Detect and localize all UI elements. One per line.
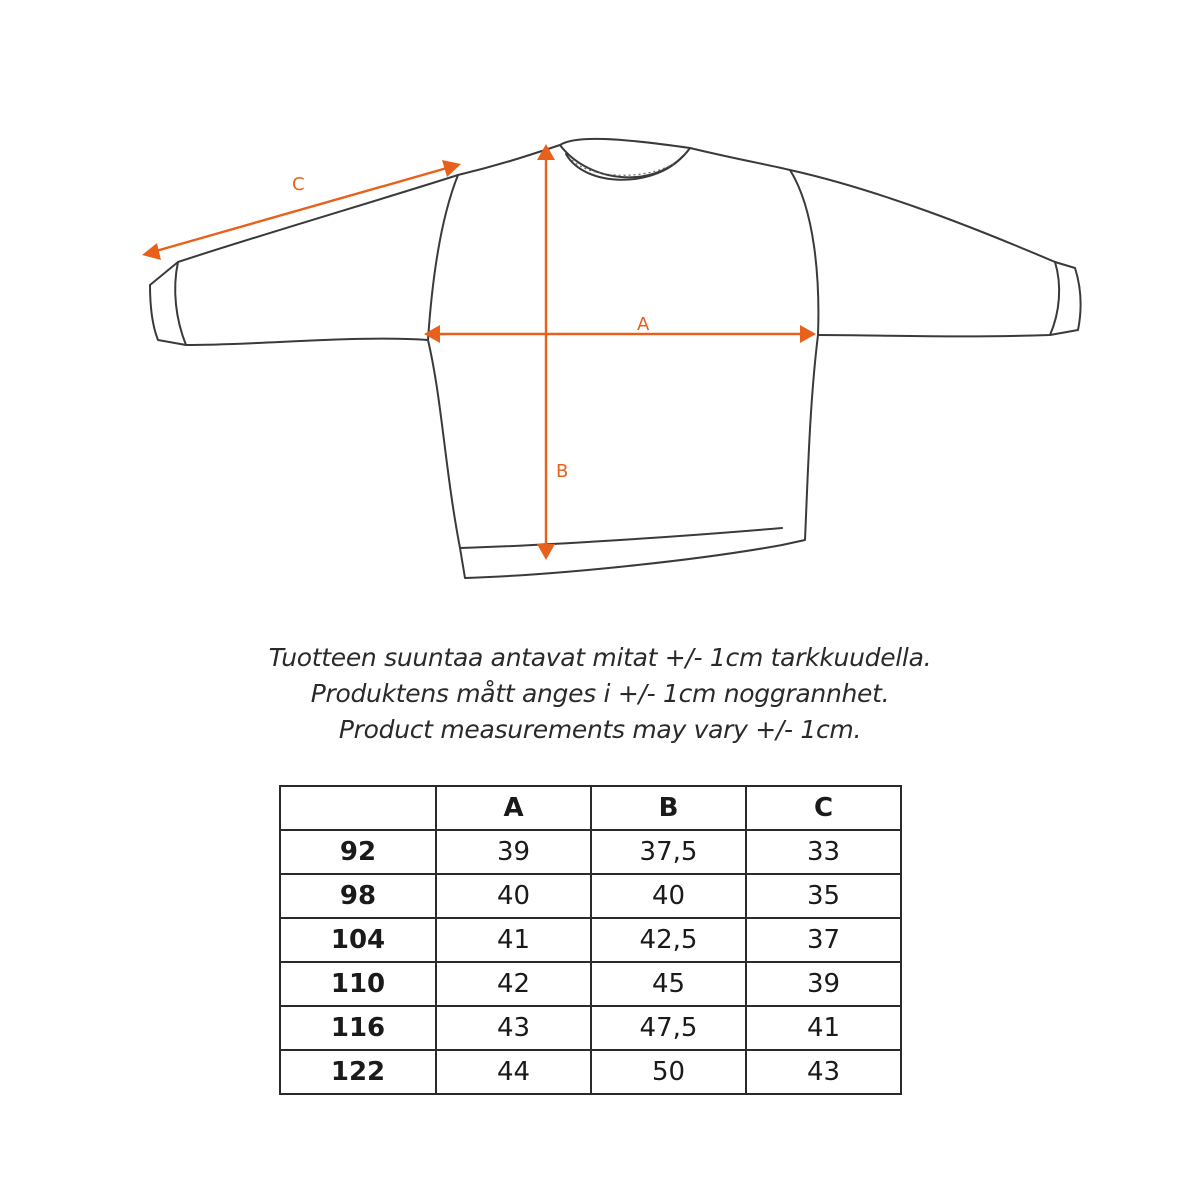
size-cell: 116 xyxy=(280,1006,436,1050)
note-finnish: Tuotteen suuntaa antavat mitat +/- 1cm tarkkuudella. xyxy=(268,643,932,672)
value-a-cell: 43 xyxy=(436,1006,591,1050)
value-b-cell: 45 xyxy=(591,962,746,1006)
sweatshirt-body-outline xyxy=(428,145,818,578)
value-c-cell: 37 xyxy=(746,918,901,962)
measure-c-label: C xyxy=(292,174,305,195)
table-row xyxy=(280,1006,901,1050)
measure-b-label: B xyxy=(556,461,569,482)
value-b-cell: 42,5 xyxy=(591,918,746,962)
value-b-cell: 47,5 xyxy=(591,1006,746,1050)
table-row xyxy=(280,830,901,874)
measure-a-arrow-right xyxy=(800,325,816,343)
value-c-cell: 43 xyxy=(746,1050,901,1094)
value-c-cell: 39 xyxy=(746,962,901,1006)
value-a-cell: 39 xyxy=(436,830,591,874)
note-english: Product measurements may vary +/- 1cm. xyxy=(338,715,862,744)
left-cuff-seam xyxy=(175,262,186,345)
measure-b-arrow-bottom xyxy=(537,544,555,560)
header-b: B xyxy=(591,786,746,830)
table-row xyxy=(280,1050,901,1094)
measurement-notes xyxy=(0,640,1200,748)
size-cell: 110 xyxy=(280,962,436,1006)
header-a: A xyxy=(436,786,591,830)
value-c-cell: 41 xyxy=(746,1006,901,1050)
header-corner xyxy=(280,786,436,830)
value-c-cell: 35 xyxy=(746,874,901,918)
note-swedish: Produktens mått anges i +/- 1cm noggrannhet. xyxy=(310,679,890,708)
right-sleeve-outline xyxy=(790,170,1081,336)
size-table xyxy=(279,785,902,1095)
measure-c-arrow-left xyxy=(142,243,161,260)
size-cell: 104 xyxy=(280,918,436,962)
table-row xyxy=(280,874,901,918)
value-a-cell: 42 xyxy=(436,962,591,1006)
measure-a-label: A xyxy=(637,314,650,335)
value-a-cell: 44 xyxy=(436,1050,591,1094)
neckband-inner xyxy=(566,154,683,180)
hem-band xyxy=(460,528,782,548)
size-table-header-row xyxy=(280,786,901,830)
neckband xyxy=(560,139,690,148)
value-c-cell: 33 xyxy=(746,830,901,874)
size-cell: 98 xyxy=(280,874,436,918)
table-row xyxy=(280,962,901,1006)
value-b-cell: 50 xyxy=(591,1050,746,1094)
value-b-cell: 40 xyxy=(591,874,746,918)
table-row xyxy=(280,918,901,962)
value-a-cell: 41 xyxy=(436,918,591,962)
size-cell: 92 xyxy=(280,830,436,874)
header-c: C xyxy=(746,786,901,830)
left-sleeve-outline xyxy=(150,175,458,345)
value-a-cell: 40 xyxy=(436,874,591,918)
size-cell: 122 xyxy=(280,1050,436,1094)
value-b-cell: 37,5 xyxy=(591,830,746,874)
right-cuff-seam xyxy=(1050,262,1059,335)
